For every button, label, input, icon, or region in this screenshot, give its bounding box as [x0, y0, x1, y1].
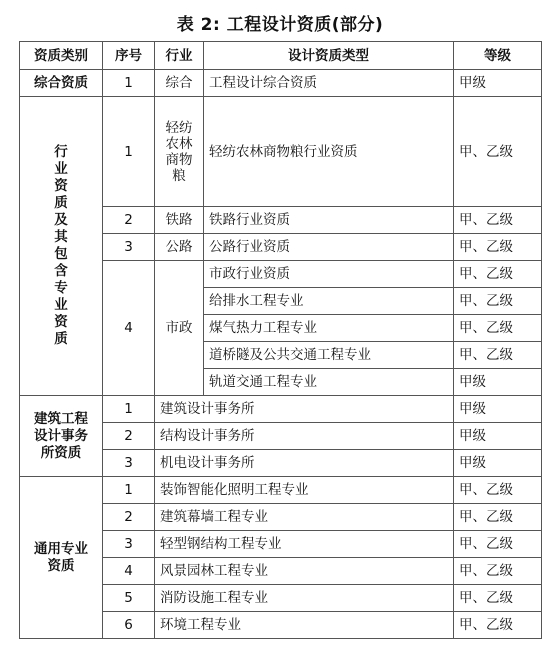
type-cell: 轻型钢结构工程专业: [155, 531, 454, 558]
grade-cell: 甲、乙级: [454, 504, 542, 531]
number-cell: 1: [103, 396, 155, 423]
number-cell: 1: [103, 97, 155, 207]
grade-cell: 甲、乙级: [454, 585, 542, 612]
number-cell: 5: [103, 585, 155, 612]
grade-cell: 甲级: [454, 70, 542, 97]
table-title: 表 2: 工程设计资质(部分): [176, 15, 384, 35]
type-cell: 工程设计综合资质: [204, 70, 454, 97]
grade-cell: 甲级: [454, 369, 542, 396]
type-cell: 建筑幕墙工程专业: [155, 504, 454, 531]
grade-cell: 甲、乙级: [454, 261, 542, 288]
industry-cell: [155, 97, 204, 207]
header-industry: 行业: [155, 42, 204, 70]
industry-cell: 铁路: [155, 207, 204, 234]
grade-cell: 甲、乙级: [454, 558, 542, 585]
number-cell: 3: [103, 234, 155, 261]
industry-wrapped-text: 轻纺农林商物粮: [165, 119, 193, 184]
category-wrapped-text: 通用专业资质: [34, 540, 88, 574]
number-cell: 4: [103, 261, 155, 396]
table-row: [20, 70, 542, 97]
number-cell: 1: [103, 477, 155, 504]
header-category: 资质类别: [20, 42, 103, 70]
type-cell: 轻纺农林商物粮行业资质: [204, 97, 454, 207]
grade-cell: 甲、乙级: [454, 97, 542, 207]
number-cell: 2: [103, 423, 155, 450]
header-grade: 等级: [454, 42, 542, 70]
table-row: [20, 97, 542, 207]
type-cell: 煤气热力工程专业: [204, 315, 454, 342]
type-cell: 建筑设计事务所: [155, 396, 454, 423]
grade-cell: 甲级: [454, 396, 542, 423]
grade-cell: 甲、乙级: [454, 207, 542, 234]
category-vertical-text: 行业资质及其包含专业资质: [54, 144, 68, 347]
table-row: [20, 396, 542, 423]
grade-cell: 甲、乙级: [454, 234, 542, 261]
type-cell: 结构设计事务所: [155, 423, 454, 450]
category-wrapped-text: 建筑工程设计事务所资质: [34, 410, 88, 461]
number-cell: 6: [103, 612, 155, 639]
category-cell: [20, 396, 103, 477]
category-cell: 综合资质: [20, 70, 103, 97]
type-cell: 铁路行业资质: [204, 207, 454, 234]
grade-cell: 甲、乙级: [454, 612, 542, 639]
number-cell: 3: [103, 450, 155, 477]
header-type: 设计资质类型: [204, 42, 454, 70]
industry-cell: 公路: [155, 234, 204, 261]
table-header-row: [20, 42, 542, 70]
grade-cell: 甲、乙级: [454, 531, 542, 558]
category-cell: [20, 477, 103, 639]
number-cell: 2: [103, 207, 155, 234]
type-cell: 公路行业资质: [204, 234, 454, 261]
type-cell: 环境工程专业: [155, 612, 454, 639]
type-cell: 机电设计事务所: [155, 450, 454, 477]
grade-cell: 甲、乙级: [454, 477, 542, 504]
type-cell: 消防设施工程专业: [155, 585, 454, 612]
table-row: [20, 477, 542, 504]
type-cell: 给排水工程专业: [204, 288, 454, 315]
number-cell: 3: [103, 531, 155, 558]
category-cell: [20, 97, 103, 396]
industry-cell: 市政: [155, 261, 204, 396]
grade-cell: 甲、乙级: [454, 288, 542, 315]
type-cell: 道桥隧及公共交通工程专业: [204, 342, 454, 369]
type-cell: 风景园林工程专业: [155, 558, 454, 585]
qualification-table: [19, 41, 542, 639]
type-cell: 轨道交通工程专业: [204, 369, 454, 396]
grade-cell: 甲级: [454, 423, 542, 450]
number-cell: 1: [103, 70, 155, 97]
number-cell: 2: [103, 504, 155, 531]
grade-cell: 甲、乙级: [454, 342, 542, 369]
type-cell: 市政行业资质: [204, 261, 454, 288]
industry-cell: 综合: [155, 70, 204, 97]
type-cell: 装饰智能化照明工程专业: [155, 477, 454, 504]
grade-cell: 甲级: [454, 450, 542, 477]
grade-cell: 甲、乙级: [454, 315, 542, 342]
header-number: 序号: [103, 42, 155, 70]
number-cell: 4: [103, 558, 155, 585]
